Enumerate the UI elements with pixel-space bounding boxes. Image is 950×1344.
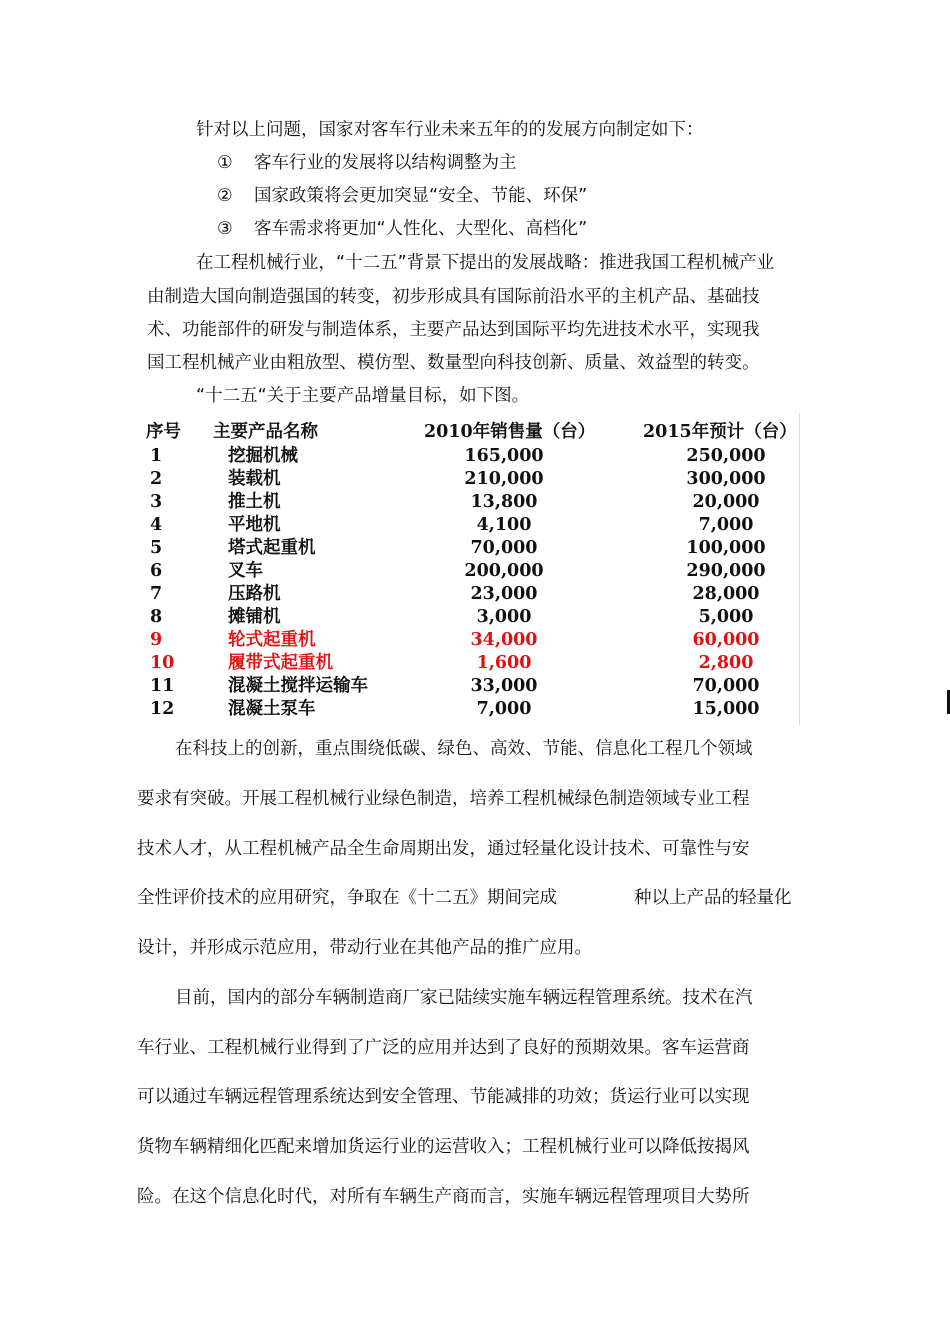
cell-product: 履带式起重机 (228, 653, 333, 673)
cell-no: 9 (150, 630, 163, 650)
telematics-line: 险。在这个信息化时代，对所有车辆生产商而言，实施车辆远程管理项目大势所 (137, 1187, 750, 1207)
telematics-line: 车行业、工程机械行业得到了广泛的应用并达到了良好的预期效果。客车运营商 (137, 1038, 750, 1058)
cell-sales-2010: 1,600 (476, 653, 532, 673)
header-forecast-2015: 2015年预计（台） (643, 422, 797, 442)
cell-forecast-2015: 5,000 (698, 607, 754, 627)
innovation-split-before: 全性评价技术的应用研究，争取在《十二五》期间完成 (137, 888, 557, 908)
cell-product: 叉车 (228, 561, 263, 581)
cell-sales-2010: 7,000 (476, 699, 532, 719)
cell-no: 4 (150, 515, 163, 535)
cell-no: 6 (150, 561, 163, 581)
cell-forecast-2015: 250,000 (686, 446, 766, 466)
cell-product: 推土机 (228, 492, 281, 512)
strategy-line: 国工程机械产业由粗放型、模仿型、数量型向科技创新、质量、效益型的转变。 (147, 353, 760, 373)
product-target-table (136, 413, 800, 725)
cell-product: 压路机 (228, 584, 281, 604)
cell-forecast-2015: 100,000 (686, 538, 766, 558)
cell-sales-2010: 33,000 (470, 676, 538, 696)
cell-forecast-2015: 20,000 (692, 492, 760, 512)
cell-sales-2010: 13,800 (470, 492, 538, 512)
cell-no: 10 (150, 653, 175, 673)
strategy-line: 在工程机械行业，“十二五”背景下提出的发展战略：推进我国工程机械产业 (196, 253, 775, 273)
cell-sales-2010: 165,000 (464, 446, 544, 466)
cell-product: 摊铺机 (228, 607, 281, 627)
cell-product: 装载机 (228, 469, 281, 489)
strategy-line: 术、功能部件的研发与制造体系，主要产品达到国际平均先进技术水平，实现我 (147, 320, 760, 340)
cell-product: 挖掘机械 (228, 446, 298, 466)
cell-product: 平地机 (228, 515, 281, 535)
cell-product: 混凝土搅拌运输车 (228, 676, 368, 696)
header-no: 序号 (146, 422, 181, 442)
list-number: ② (217, 186, 233, 206)
cell-no: 12 (150, 699, 175, 719)
header-product: 主要产品名称 (213, 422, 318, 442)
innovation-line: 设计，并形成示范应用，带动行业在其他产品的推广应用。 (137, 938, 592, 958)
header-sales-2010: 2010年销售量（台） (424, 422, 596, 442)
list-number: ① (217, 153, 233, 173)
cell-forecast-2015: 7,000 (698, 515, 754, 535)
cell-forecast-2015: 28,000 (692, 584, 760, 604)
cell-product: 混凝土泵车 (228, 699, 316, 719)
cell-no: 7 (150, 584, 163, 604)
list-text: 国家政策将会更加突显“安全、节能、环保” (254, 186, 588, 206)
cell-no: 2 (150, 469, 163, 489)
cell-forecast-2015: 290,000 (686, 561, 766, 581)
cell-sales-2010: 3,000 (476, 607, 532, 627)
cell-forecast-2015: 15,000 (692, 699, 760, 719)
list-text: 客车行业的发展将以结构调整为主 (254, 153, 517, 173)
list-number: ③ (217, 219, 233, 239)
cell-forecast-2015: 2,800 (698, 653, 754, 673)
telematics-line: 货物车辆精细化匹配来增加货运行业的运营收入；工程机械行业可以降低按揭风 (137, 1137, 750, 1157)
cell-forecast-2015: 70,000 (692, 676, 760, 696)
intro-text: 针对以上问题，国家对客车行业未来五年的的发展方向制定如下： (196, 120, 704, 140)
telematics-line: 目前，国内的部分车辆制造商厂家已陆续实施车辆远程管理系统。技术在汽 (175, 988, 753, 1008)
cell-forecast-2015: 60,000 (692, 630, 760, 650)
cell-no: 11 (150, 676, 175, 696)
cell-no: 5 (150, 538, 163, 558)
cell-no: 1 (150, 446, 163, 466)
innovation-line: 技术人才，从工程机械产品全生命周期出发，通过轻量化设计技术、可靠性与安 (137, 839, 750, 859)
cell-sales-2010: 200,000 (464, 561, 544, 581)
innovation-line: 在科技上的创新，重点围绕低碳、绿色、高效、节能、信息化工程几个领域 (175, 739, 753, 759)
cell-sales-2010: 23,000 (470, 584, 538, 604)
cell-product: 塔式起重机 (228, 538, 316, 558)
table-caption: “十二五“关于主要产品增量目标，如下图。 (196, 386, 530, 406)
cell-no: 8 (150, 607, 163, 627)
cell-sales-2010: 4,100 (476, 515, 532, 535)
cell-forecast-2015: 300,000 (686, 469, 766, 489)
innovation-split-after: 种以上产品的轻量化 (634, 888, 792, 908)
telematics-line: 可以通过车辆远程管理系统达到安全管理、节能减排的功效；货运行业可以实现 (137, 1087, 750, 1107)
cell-sales-2010: 34,000 (470, 630, 538, 650)
list-text: 客车需求将更加“人性化、大型化、高档化” (254, 219, 588, 239)
cell-sales-2010: 210,000 (464, 469, 544, 489)
cell-product: 轮式起重机 (228, 630, 316, 650)
cell-sales-2010: 70,000 (470, 538, 538, 558)
cell-no: 3 (150, 492, 163, 512)
strategy-line: 由制造大国向制造强国的转变，初步形成具有国际前沿水平的主机产品、基础技 (147, 287, 760, 307)
innovation-line: 要求有突破。开展工程机械行业绿色制造，培养工程机械绿色制造领域专业工程 (137, 789, 750, 809)
